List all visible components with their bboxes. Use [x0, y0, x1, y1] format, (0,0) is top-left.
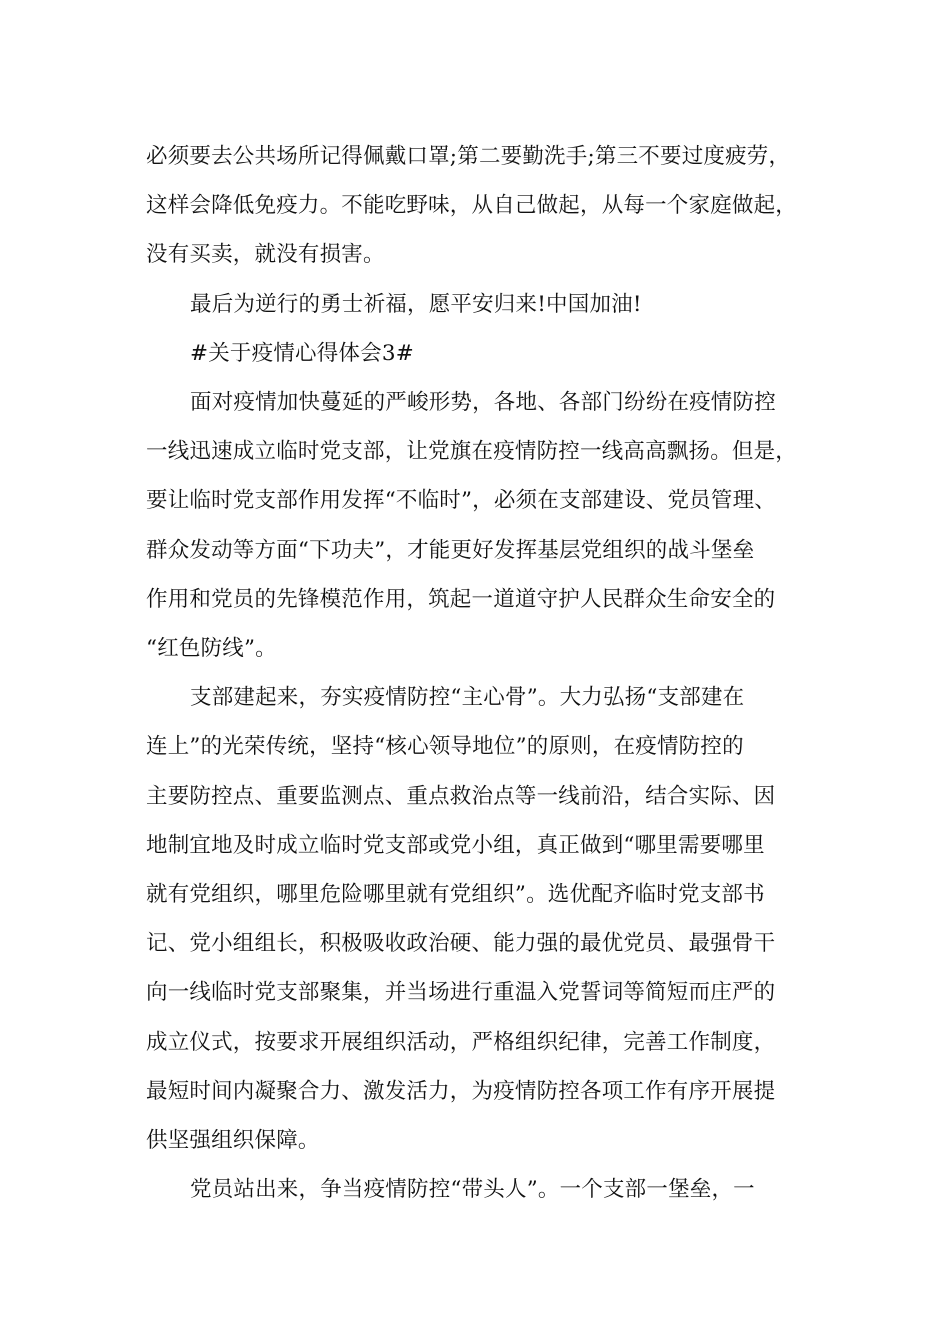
- text-line: 一线迅速成立临时党支部，让党旗在疫情防控一线高高飘扬。但是，: [146, 439, 798, 465]
- document-body: [146, 132, 826, 1214]
- text-line: 成立仪式，按要求开展组织活动，严格组织纪律，完善工作制度，: [146, 1029, 776, 1055]
- paragraph-6: [146, 1165, 826, 1214]
- text-line: 记、党小组组长，积极吸收政治硬、能力强的最优党员、最强骨干: [146, 931, 776, 957]
- text-line: 地制宜地及时成立临时党支部或党小组，真正做到“哪里需要哪里: [146, 832, 765, 858]
- text-line: 支部建起来，夯实疫情防控“主心骨”。大力弘扬“支部建在: [190, 685, 745, 711]
- paragraph-5: [146, 673, 826, 1165]
- text-line: 就有党组织，哪里危险哪里就有党组织”。选优配齐临时党支部书: [146, 882, 765, 908]
- text-line: 主要防控点、重要监测点、重点救治点等一线前沿，结合实际、因: [146, 783, 776, 809]
- text-line: 供坚强组织保障。: [146, 1128, 320, 1154]
- text-line: 面对疫情加快蔓延的严峻形势，各地、各部门纷纷在疫情防控: [190, 390, 776, 416]
- text-line: 向一线临时党支部聚集，并当场进行重温入党誓词等简短而庄严的: [146, 980, 776, 1006]
- paragraph-2: [146, 280, 826, 329]
- text-line: 要让临时党支部作用发挥“不临时”，必须在支部建设、党员管理、: [146, 488, 776, 514]
- text-line: “红色防线”。: [146, 636, 277, 662]
- paragraph-4: [146, 378, 826, 673]
- text-line: 这样会降低免疫力。不能吃野味，从自己做起，从每一个家庭做起，: [146, 193, 798, 219]
- text-line: 作用和党员的先锋模范作用，筑起一道道守护人民群众生命安全的: [146, 586, 776, 612]
- text-line: 最后为逆行的勇士祈福，愿平安归来!中国加油!: [190, 291, 642, 317]
- text-line: 党员站出来，争当疫情防控“带头人”。一个支部一堡垒，一: [190, 1177, 755, 1203]
- section-heading: [146, 329, 826, 378]
- text-line: 没有买卖，就没有损害。: [146, 242, 385, 268]
- text-line: 最短时间内凝聚合力、激发活力，为疫情防控各项工作有序开展提: [146, 1078, 776, 1104]
- paragraph-1: [146, 132, 826, 280]
- text-line: 必须要去公共场所记得佩戴口罩;第二要勤洗手;第三不要过度疲劳，: [146, 144, 791, 169]
- text-line: 群众发动等方面“下功夫”，才能更好发挥基层党组织的战斗堡垒: [146, 537, 755, 563]
- text-line: 连上”的光荣传统，坚持“核心领导地位”的原则，在疫情防控的: [146, 734, 744, 760]
- text-line: #关于疫情心得体会3#: [190, 340, 414, 366]
